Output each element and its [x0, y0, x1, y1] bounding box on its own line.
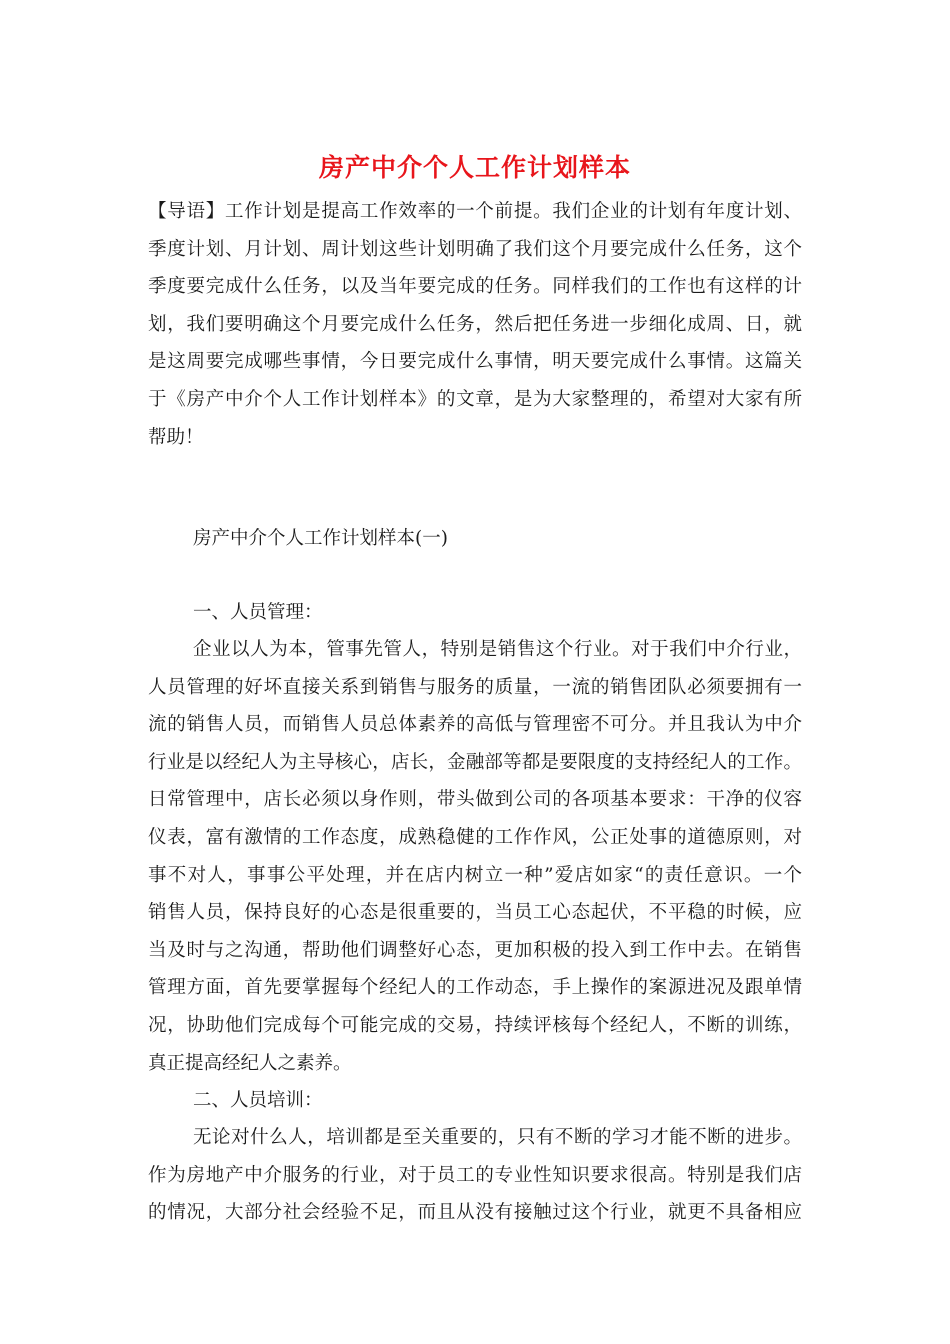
paragraph-line: 仪表，富有激情的工作态度，成熟稳健的工作作风，公正处事的道德原则，对: [148, 826, 802, 848]
intro-line: 划，我们要明确这个月要完成什么任务，然后把任务进一步细化成周、日，就: [148, 313, 802, 335]
paragraph-line: 流的销售人员，而销售人员总体素养的高低与管理密不可分。并且我认为中介: [148, 714, 802, 736]
paragraph-line: 无论对什么人，培训都是至关重要的，只有不断的学习才能不断的进步。: [193, 1127, 802, 1148]
paragraph-line: 日常管理中，店长必须以身作则，带头做到公司的各项基本要求：干净的仪容: [148, 789, 802, 811]
paragraph-line: 人员管理的好坏直接关系到销售与服务的质量，一流的销售团队必须要拥有一: [148, 676, 802, 698]
paragraph-line: 况，协助他们完成每个可能完成的交易，持续评核每个经纪人，不断的训练，: [148, 1014, 802, 1036]
section-title: 房产中介个人工作计划样本(一): [193, 528, 448, 549]
document-title: 房产中介个人工作计划样本: [318, 153, 631, 182]
paragraph-personnel-training: [148, 1119, 802, 1232]
paragraph-line: 管理方面，首先要掌握每个经纪人的工作动态，手上操作的案源进况及跟单情: [148, 977, 802, 999]
paragraph-line: 事不对人，事事公平处理，并在店内树立一种”爱店如家“的责任意识。一个: [148, 864, 802, 886]
paragraph-personnel-management: [148, 631, 802, 1082]
intro-line: 季度计划、月计划、周计划这些计划明确了我们这个月要完成什么任务，这个: [148, 238, 802, 260]
paragraph-line: 当及时与之沟通，帮助他们调整好心态，更加积极的投入到工作中去。在销售: [148, 939, 802, 961]
section-heading-personnel-training: 二、人员培训：: [193, 1090, 323, 1111]
paragraph-line: 真正提高经纪人之素养。: [148, 1052, 352, 1074]
paragraph-line: 作为房地产中介服务的行业，对于员工的专业性知识要求很高。特别是我们店: [148, 1164, 802, 1186]
intro-line: 【导语】工作计划是提高工作效率的一个前提。我们企业的计划有年度计划、: [148, 201, 802, 222]
paragraph-line: 销售人员，保持良好的心态是很重要的，当员工心态起伏，不平稳的时候，应: [148, 902, 802, 924]
paragraph-line: 行业是以经纪人为主导核心，店长，金融部等都是要限度的支持经纪人的工作。: [148, 751, 802, 773]
intro-line: 季度要完成什么任务，以及当年要完成的任务。同样我们的工作也有这样的计: [148, 276, 802, 298]
intro-line: 是这周要完成哪些事情，今日要完成什么事情，明天要完成什么事情。这篇关: [148, 351, 802, 373]
intro-line: 于《房产中介个人工作计划样本》的文章，是为大家整理的，希望对大家有所: [148, 388, 802, 410]
intro-line: 帮助！: [148, 426, 204, 448]
paragraph-line: 企业以人为本，管事先管人，特别是销售这个行业。对于我们中介行业，: [193, 639, 802, 660]
section-heading-personnel-management: 一、人员管理：: [193, 602, 323, 623]
intro-paragraph: [148, 193, 802, 456]
paragraph-line: 的情况，大部分社会经验不足，而且从没有接触过这个行业，就更不具备相应: [148, 1202, 802, 1224]
